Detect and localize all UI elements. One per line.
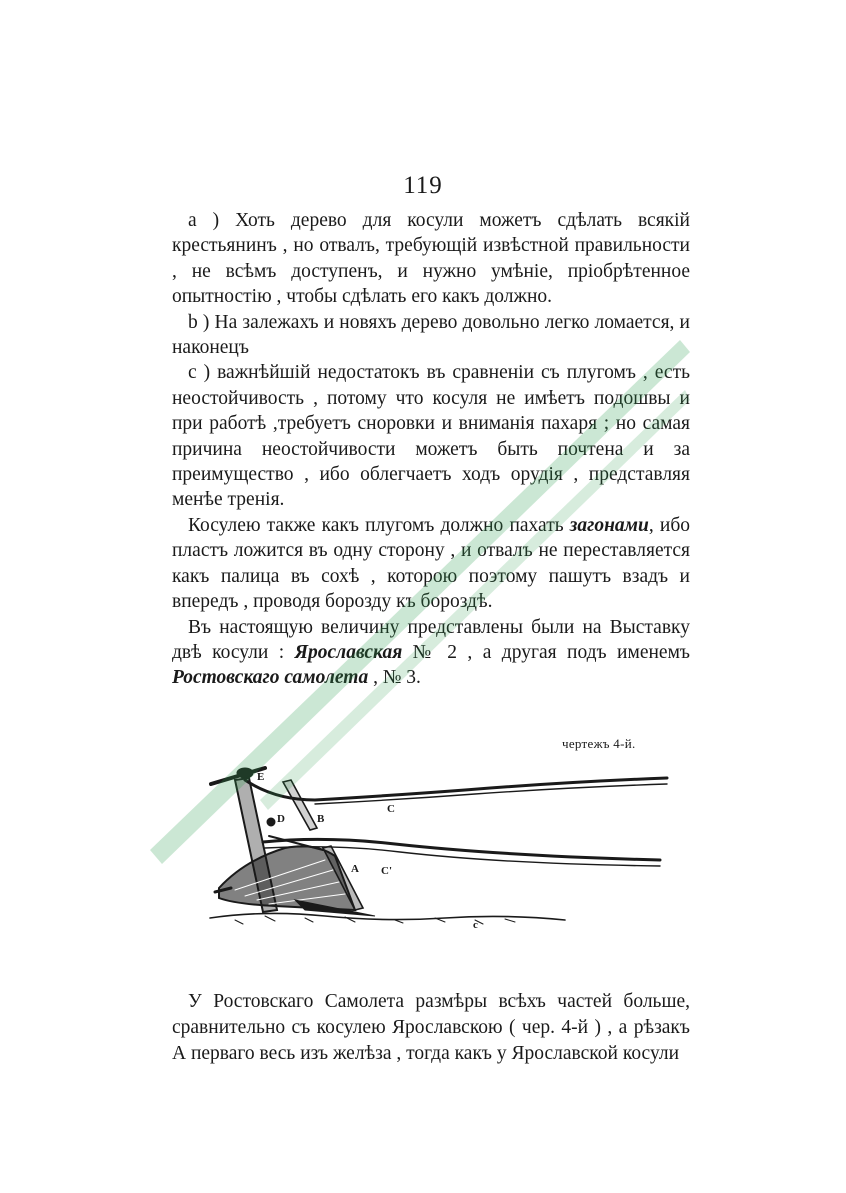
paragraph-exhibition-after: , № 3. — [368, 667, 421, 689]
term-rostov-samolet: Ростовскаго самолета — [172, 667, 369, 689]
figure-label-c-ground: c — [473, 919, 478, 931]
peg-d — [267, 818, 275, 826]
figure-label-c-upper: C — [387, 803, 395, 815]
ground-line — [210, 913, 565, 920]
page-number: 119 — [403, 172, 443, 199]
term-yaroslavskaya: Ярославская — [294, 641, 403, 663]
paragraph-b: b ) На залежахъ и новяхъ дерево довольно легко ломается, и наконецъ — [172, 311, 690, 359]
term-zagonami: загонами — [569, 514, 649, 536]
top-knob — [237, 768, 253, 778]
figure-label-a: A — [351, 863, 359, 875]
paragraph-c: c ) важнѣйшій недостатокъ въ сравненіи съ плугомъ , есть неостойчивость , потому что косуля не имѣетъ подошвы и при работѣ ,требуетъ сноровки и вниманія пахаря ; но самая причина неостойчивости можетъ быть почтена и за преимущество , ибо облегчаетъ ходъ орудія , представляя менѣе тренія. — [172, 362, 690, 511]
plough-illustration — [205, 760, 675, 940]
paragraph-exhibition — [172, 615, 690, 691]
figure-caption: чертежъ 4-й. — [562, 736, 636, 751]
paragraph-exhibition-middle: № 2 , а другая подъ именемъ — [402, 641, 691, 663]
figure-label-c-lower: C' — [381, 865, 392, 877]
upper-handle — [245, 778, 667, 800]
figure-label-d: D — [277, 813, 285, 825]
mouldboard — [219, 846, 355, 910]
bottom-text — [172, 989, 690, 1067]
paragraph-a: a ) Хоть дерево для косули можетъ сдѣлать всякій крестьянинъ , но отвалъ, требующій извѣстной правильности , не всѣмъ доступенъ, и нужно умѣніе, пріобрѣтенное опытностію , чтобы сдѣлать его какъ должно. — [172, 210, 690, 308]
main-text — [172, 208, 690, 691]
figure-label-b: B — [317, 813, 325, 825]
paragraph-zagonami-after: , ибо пластъ ложится въ одну сторону , и отвалъ не переставляется какъ палица въ сохѣ , которою поэтому пашутъ взадъ и впередъ , проводя борозду къ бороздѣ. — [172, 514, 690, 613]
paragraph-exhibition-before: Въ настоящую величину представлены были на Выставку двѣ косули : — [172, 616, 690, 663]
paragraph-zagonami-before: Косулею также какъ плугомъ должно пахать — [188, 514, 570, 536]
brace-b — [283, 780, 317, 830]
paragraph-rostov: У Ростовскаго Самолета размѣры всѣхъ частей больше, сравнительно съ косулею Ярославскою ( чер. 4-й ) , а рѣзакъ А перваго весь изъ желѣза , тогда какъ у Ярославской косули — [172, 991, 690, 1064]
paragraph-zagonami — [172, 513, 690, 615]
figure-label-e: E — [257, 771, 265, 783]
